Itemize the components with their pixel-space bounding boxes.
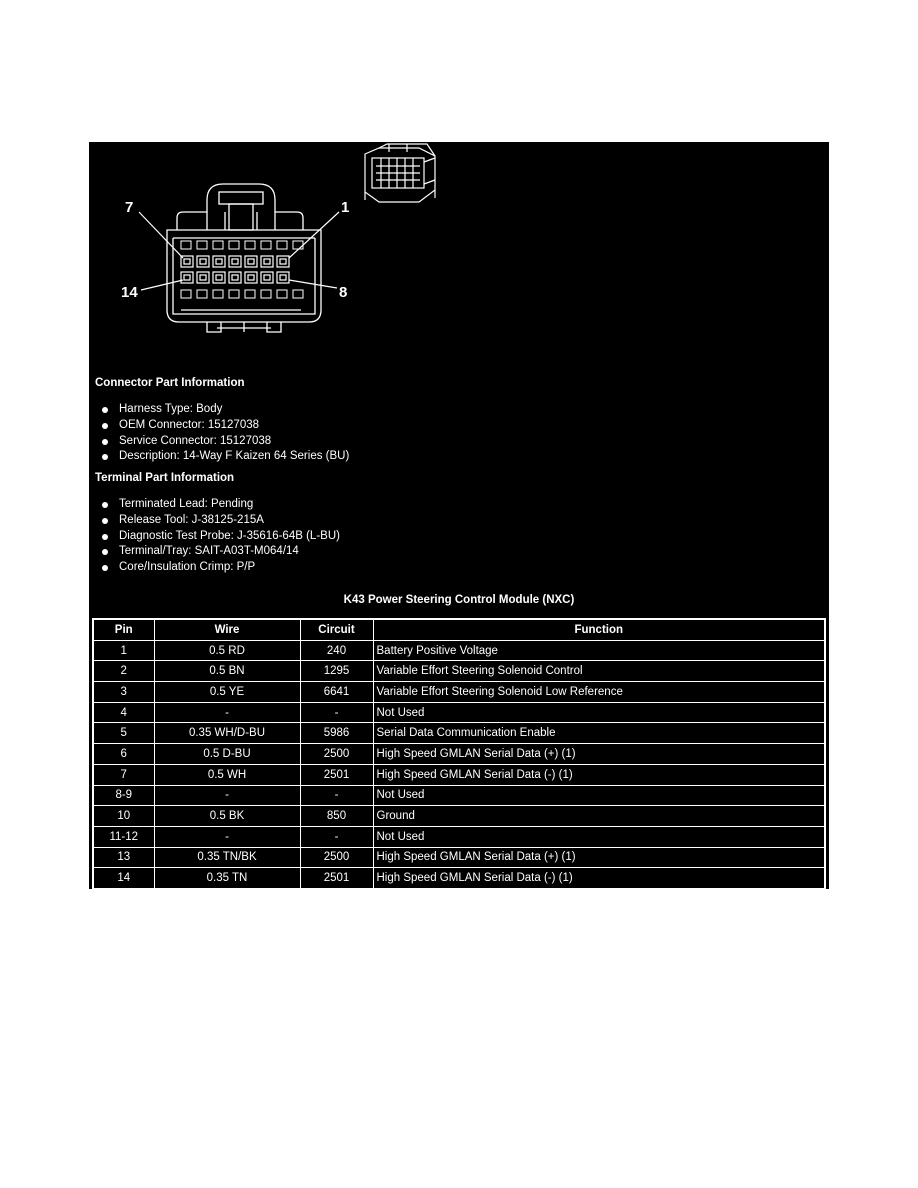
list-item [101,497,340,513]
table-body [93,640,825,889]
cavity-row-1 [181,256,289,267]
cell-circuit: 2500 [300,744,373,765]
cell-circuit: 1295 [300,661,373,682]
cell-wire: - [154,702,300,723]
list-item [101,449,349,465]
list-item [101,529,340,545]
bullet-icon [102,439,108,445]
bullet-icon [102,423,108,429]
cell-wire: - [154,826,300,847]
table-title: K43 Power Steering Control Module (NXC) [343,594,575,606]
cell-pin: 3 [93,682,154,703]
cell-pin: 11-12 [93,826,154,847]
connector-thumbnail [365,144,435,202]
table-row [93,785,825,806]
terminal-info-title: Terminal Part Information [95,472,235,484]
bullet-icon [102,549,108,555]
cell-pin: 6 [93,744,154,765]
cell-function: High Speed GMLAN Serial Data (+) (1) [373,847,825,868]
table-row [93,661,825,682]
pinout-table [92,618,826,889]
bullet-icon [102,502,108,508]
terminal-info-list [101,497,340,576]
cell-pin: 10 [93,806,154,827]
table-row [93,806,825,827]
cell-function: Battery Positive Voltage [373,640,825,661]
table-row [93,723,825,744]
bullet-icon [102,534,108,540]
table-row [93,702,825,723]
connector-info-list [101,402,349,465]
list-item-text: Release Tool: J-38125-215A [119,513,264,526]
cell-wire: 0.5 BN [154,661,300,682]
list-item [101,418,349,434]
cell-pin: 14 [93,868,154,889]
cavity-row-top [181,241,303,249]
bullet-icon [102,565,108,571]
cell-circuit: 850 [300,806,373,827]
cell-function: Variable Effort Steering Solenoid Low Reference [373,682,825,703]
cell-circuit: - [300,785,373,806]
list-item-text: Harness Type: Body [119,403,223,415]
bullet-icon [102,518,108,524]
cell-function: Not Used [373,702,825,723]
connector-face [167,184,321,332]
list-item-text: Diagnostic Test Probe: J-35616-64B (L-BU) [119,529,340,542]
cell-function: High Speed GMLAN Serial Data (+) (1) [373,744,825,765]
cell-circuit: - [300,826,373,847]
list-item-text: OEM Connector: 15127038 [119,418,260,431]
pin-leader-lines [139,212,339,290]
cell-wire: 0.5 YE [154,682,300,703]
cell-circuit: - [300,702,373,723]
cell-wire: 0.5 WH [154,764,300,785]
table-row [93,744,825,765]
cell-circuit: 2500 [300,847,373,868]
cell-pin: 13 [93,847,154,868]
pin-label-8: 8 [339,284,348,301]
bullet-icon [102,454,108,460]
list-item [101,544,340,560]
column-header-circuit: Circuit [300,619,373,640]
list-item [101,402,349,418]
cell-pin: 2 [93,661,154,682]
connector-info-title: Connector Part Information [95,377,245,389]
cell-pin: 1 [93,640,154,661]
table-row [93,868,825,889]
cell-function: Ground [373,806,825,827]
column-header-pin: Pin [93,619,154,640]
table-row [93,826,825,847]
table-row [93,764,825,785]
cell-circuit: 5986 [300,723,373,744]
list-item-text: Terminated Lead: Pending [119,498,254,510]
table-header-row [93,619,825,640]
pin-label-7: 7 [125,199,134,216]
column-header-wire: Wire [154,619,300,640]
cell-circuit: 240 [300,640,373,661]
cell-wire: 0.35 TN/BK [154,847,300,868]
cell-wire: - [154,785,300,806]
connector-panel [89,142,829,889]
cell-wire: 0.35 TN [154,868,300,889]
column-header-function: Function [373,619,825,640]
cell-function: High Speed GMLAN Serial Data (-) (1) [373,764,825,785]
list-item-text: Service Connector: 15127038 [119,434,272,447]
cell-circuit: 2501 [300,868,373,889]
cell-pin: 4 [93,702,154,723]
cell-function: Serial Data Communication Enable [373,723,825,744]
cell-function: Variable Effort Steering Solenoid Control [373,661,825,682]
cell-wire: 0.5 BK [154,806,300,827]
pin-label-14: 14 [121,284,138,301]
cavity-row-bottom [181,290,303,298]
cell-circuit: 2501 [300,764,373,785]
cell-wire: 0.5 D-BU [154,744,300,765]
list-item-text: Core/Insulation Crimp: P/P [119,561,256,574]
cell-function: High Speed GMLAN Serial Data (-) (1) [373,868,825,889]
table-row [93,847,825,868]
table-row [93,682,825,703]
cell-pin: 8-9 [93,785,154,806]
list-item-text: Description: 14-Way F Kaizen 64 Series (BU) [119,450,350,463]
cell-pin: 7 [93,764,154,785]
cell-wire: 0.35 WH/D-BU [154,723,300,744]
list-item [101,560,340,576]
cavity-row-2 [181,272,289,283]
cell-function: Not Used [373,785,825,806]
list-item [101,513,340,529]
cell-wire: 0.5 RD [154,640,300,661]
connector-face-diagram [89,142,829,367]
bullet-icon [102,407,108,413]
cell-circuit: 6641 [300,682,373,703]
list-item-text: Terminal/Tray: SAIT-A03T-M064/14 [119,545,299,558]
pin-label-1: 1 [341,199,350,216]
cell-pin: 5 [93,723,154,744]
list-item [101,434,349,450]
table-row [93,640,825,661]
cell-function: Not Used [373,826,825,847]
